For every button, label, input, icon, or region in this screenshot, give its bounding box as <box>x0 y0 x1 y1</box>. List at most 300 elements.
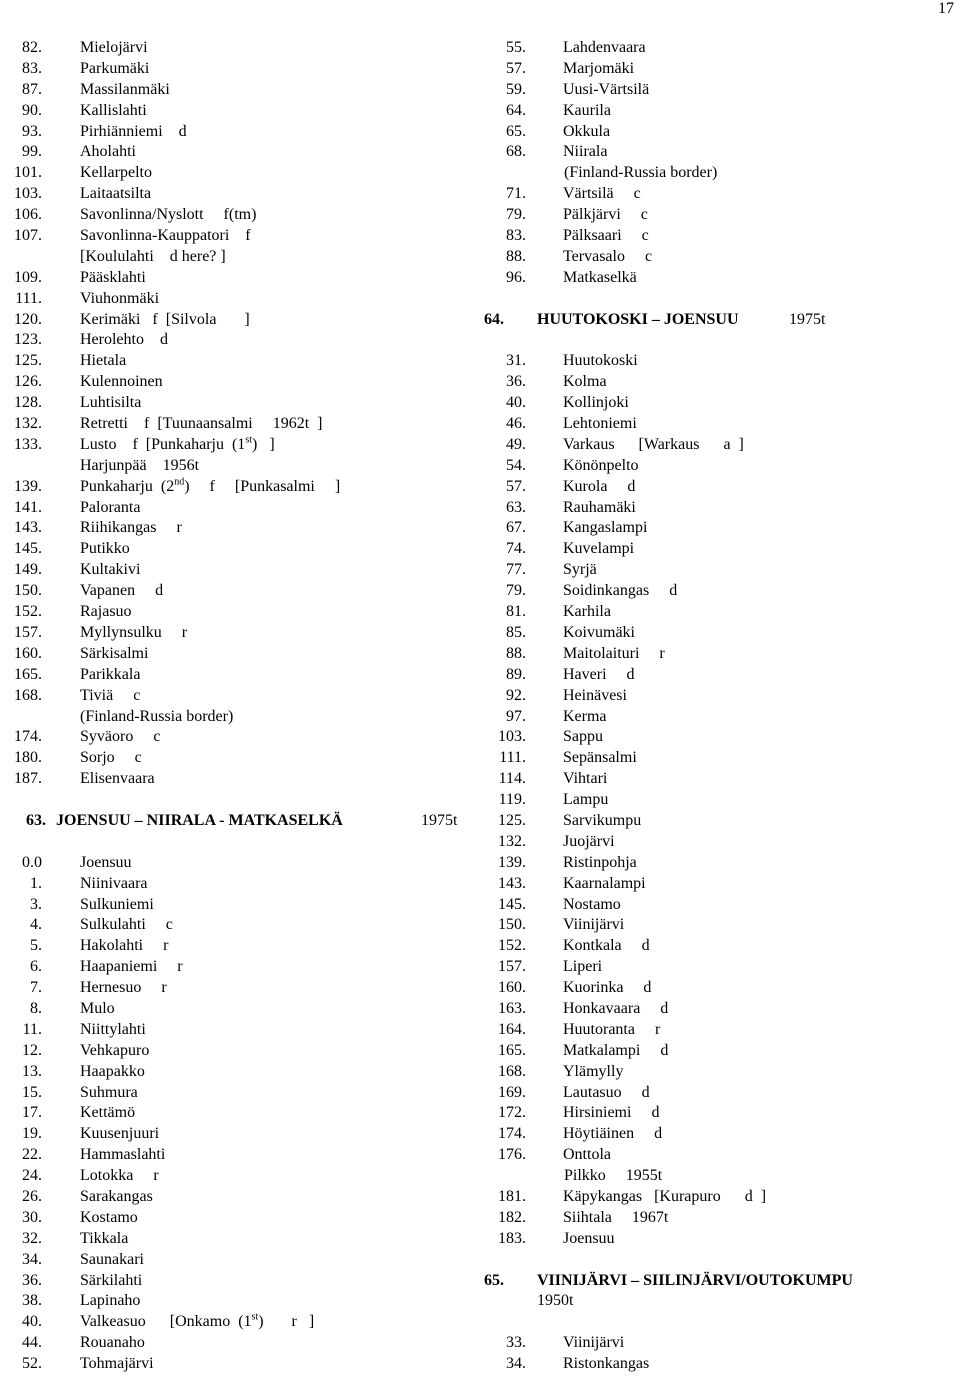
station-km: 92. <box>506 686 526 704</box>
station-name <box>80 477 340 498</box>
station-km: 143. <box>14 519 42 537</box>
station-name <box>563 790 608 811</box>
section-number: 65. <box>484 1271 504 1289</box>
station-note <box>484 163 960 184</box>
station-name <box>80 748 142 769</box>
station-row <box>0 205 470 226</box>
station-row <box>484 853 960 874</box>
station-name <box>80 560 140 581</box>
station-km: 152. <box>498 937 526 955</box>
station-name <box>563 184 641 205</box>
station-name-text: Saunakari <box>80 1250 144 1268</box>
station-km: 111. <box>15 289 42 307</box>
station-name <box>563 268 637 289</box>
station-name <box>563 1041 668 1062</box>
station-row <box>0 1020 470 1041</box>
station-name-text: Pilkko 1955t <box>564 1167 663 1185</box>
station-km: 163. <box>498 999 526 1017</box>
station-name-text: Käpykangas [Kurapuro d ] <box>563 1187 767 1205</box>
station-name-text: Vehkapuro <box>80 1041 150 1059</box>
station-km: 68. <box>506 143 526 161</box>
station-row <box>484 1229 960 1250</box>
station-km: 13. <box>22 1062 42 1080</box>
station-km: 182. <box>498 1208 526 1226</box>
station-name-text: Huutoranta r <box>563 1020 661 1038</box>
station-name <box>563 623 635 644</box>
station-row <box>484 372 960 393</box>
station-row <box>0 727 470 748</box>
station-name <box>563 811 641 832</box>
station-name <box>80 205 256 226</box>
station-name-text: Valkeasuo [Onkamo (1 <box>80 1313 252 1331</box>
station-name-text: Sorjo c <box>80 749 142 767</box>
station-name-text: Hakolahti r <box>80 937 169 955</box>
station-name-text: Kultakivi <box>80 561 141 579</box>
station-km: 141. <box>14 498 42 516</box>
station-km: 46. <box>506 415 526 433</box>
station-row <box>0 623 470 644</box>
station-row <box>484 1020 960 1041</box>
station-name-text: Laitaatsilta <box>80 185 152 203</box>
station-km: 169. <box>498 1083 526 1101</box>
station-name-text: Värtsilä c <box>563 185 641 203</box>
station-km: 11. <box>22 1020 42 1038</box>
station-km: 150. <box>498 916 526 934</box>
station-name <box>80 1020 146 1041</box>
station-row <box>484 393 960 414</box>
station-name-text: Kostamo <box>80 1208 138 1226</box>
station-km: 145. <box>498 895 526 913</box>
station-name <box>563 1103 659 1124</box>
station-row <box>484 1124 960 1145</box>
station-name <box>563 874 646 895</box>
station-km: 77. <box>506 561 526 579</box>
station-row <box>484 1145 960 1166</box>
station-row <box>0 372 470 393</box>
station-name <box>80 623 187 644</box>
station-row <box>484 623 960 644</box>
station-name-text: Massilanmäki <box>80 80 170 98</box>
station-name <box>563 142 607 163</box>
station-name-text: Vihtari <box>563 770 608 788</box>
station-name-text: Hirsiniemi d <box>563 1104 660 1122</box>
station-name <box>563 539 634 560</box>
station-name-text: Onttola <box>563 1146 611 1164</box>
station-name-text: Pälksaari c <box>563 227 649 245</box>
station-km: 15. <box>22 1083 42 1101</box>
station-km: 52. <box>22 1355 42 1373</box>
station-name <box>563 727 603 748</box>
station-name <box>80 1208 138 1229</box>
station-name <box>80 310 250 331</box>
station-name <box>564 163 717 184</box>
station-name <box>80 1312 314 1333</box>
station-row <box>484 1062 960 1083</box>
station-name-text: Heinävesi <box>563 686 627 704</box>
station-row <box>0 748 470 769</box>
station-name <box>563 226 649 247</box>
station-row <box>484 1333 960 1354</box>
station-km: 71. <box>506 185 526 203</box>
station-row <box>0 1312 470 1333</box>
station-row <box>0 1041 470 1062</box>
station-name <box>563 351 638 372</box>
station-name <box>80 1333 145 1354</box>
station-km: 19. <box>22 1125 42 1143</box>
station-name <box>80 393 141 414</box>
station-row <box>0 498 470 519</box>
station-name-text: Lusto f [Punkaharju (1 <box>80 435 246 453</box>
station-name <box>80 1229 128 1250</box>
station-km: 40. <box>506 394 526 412</box>
station-km: 88. <box>506 644 526 662</box>
station-km: 83. <box>22 59 42 77</box>
station-name <box>563 498 636 519</box>
station-km: 149. <box>14 561 42 579</box>
station-name <box>80 1041 149 1062</box>
station-name-text: Kallislahti <box>80 101 147 119</box>
station-name-text: Okkula <box>563 122 611 140</box>
station-name-text: Kaarnalampi <box>563 874 646 892</box>
station-km: 74. <box>506 540 526 558</box>
station-row <box>484 644 960 665</box>
station-name <box>80 727 160 748</box>
station-km: 3. <box>30 895 42 913</box>
station-name <box>563 978 651 999</box>
station-name-text: Kaurila <box>563 101 611 119</box>
station-name <box>80 978 167 999</box>
station-name-text: Hernesuo r <box>80 979 167 997</box>
section-heading <box>0 811 470 832</box>
station-km: 168. <box>498 1062 526 1080</box>
station-km: 88. <box>506 247 526 265</box>
station-name <box>80 895 154 916</box>
station-name <box>80 289 159 310</box>
station-name <box>563 1062 623 1083</box>
station-note <box>0 247 470 268</box>
station-name-text: Haveri d <box>563 665 635 683</box>
section-number: 63. <box>26 811 46 829</box>
station-km: 49. <box>506 435 526 453</box>
station-name <box>80 1250 144 1271</box>
station-row <box>484 560 960 581</box>
station-row <box>0 184 470 205</box>
station-name <box>80 1103 135 1124</box>
station-name <box>563 1083 650 1104</box>
station-row <box>0 769 470 790</box>
station-km: 59. <box>506 80 526 98</box>
station-note <box>484 1166 960 1187</box>
station-name <box>563 80 649 101</box>
station-name-text: Tohmajärvi <box>80 1355 154 1373</box>
station-row <box>0 1271 470 1292</box>
section-heading <box>484 1271 960 1292</box>
station-name <box>563 101 611 122</box>
station-name-text: Kuorinka d <box>563 979 652 997</box>
station-km: 139. <box>498 853 526 871</box>
station-km: 82. <box>22 39 42 56</box>
station-name-text: Höytiäinen d <box>563 1125 663 1143</box>
station-km: 81. <box>506 603 526 621</box>
station-name-text: Matkaselkä <box>563 268 637 286</box>
station-row <box>484 205 960 226</box>
station-row <box>0 226 470 247</box>
station-name-text: Marjomäki <box>563 59 635 77</box>
station-row <box>0 686 470 707</box>
station-name <box>563 435 744 456</box>
station-km: 99. <box>22 143 42 161</box>
station-name <box>563 581 677 602</box>
station-name-text: Lautasuo d <box>563 1083 650 1101</box>
section-heading <box>484 310 960 331</box>
station-km: 187. <box>14 770 42 788</box>
station-name-text: Sappu <box>563 728 603 746</box>
station-name <box>563 1124 662 1145</box>
station-row <box>484 999 960 1020</box>
spacer <box>484 289 960 310</box>
station-km: 114. <box>498 770 526 788</box>
spacer <box>0 832 470 853</box>
station-name-text: Syrjä <box>563 561 597 579</box>
spacer <box>0 790 470 811</box>
station-row <box>0 1250 470 1271</box>
station-row <box>484 477 960 498</box>
station-km: 44. <box>22 1334 42 1352</box>
station-row <box>0 957 470 978</box>
station-row <box>484 1354 960 1375</box>
station-name-text: Särkisalmi <box>80 644 149 662</box>
station-name <box>80 1124 159 1145</box>
station-km: 160. <box>14 644 42 662</box>
station-name-text: Matkalampi d <box>563 1041 669 1059</box>
station-name-text: Hammaslahti <box>80 1146 166 1164</box>
station-km: 90. <box>22 101 42 119</box>
station-row <box>0 330 470 351</box>
station-km: 1. <box>30 874 42 892</box>
station-name-text: Ristonkangas <box>563 1355 650 1373</box>
station-name <box>563 560 597 581</box>
station-row <box>0 393 470 414</box>
station-km: 107. <box>14 227 42 245</box>
station-name-text: Sepänsalmi <box>563 749 637 767</box>
station-name <box>563 644 665 665</box>
spacer <box>484 1250 960 1271</box>
station-km: 7. <box>30 979 42 997</box>
station-row <box>0 853 470 874</box>
station-name-text: Tervasalo c <box>563 247 653 265</box>
station-name-text: Särkilahti <box>80 1271 143 1289</box>
station-row <box>0 310 470 331</box>
station-name-text: Syväoro c <box>80 728 161 746</box>
station-name-text: Nostamo <box>563 895 621 913</box>
station-name <box>80 936 168 957</box>
station-km: 103. <box>498 728 526 746</box>
station-name <box>563 915 624 936</box>
station-row <box>0 1187 470 1208</box>
station-name-text: Sulkulahti c <box>80 916 173 934</box>
station-name-text: Viinijärvi <box>563 916 625 934</box>
station-km: 8. <box>30 999 42 1017</box>
station-name <box>80 38 148 59</box>
station-name <box>80 351 126 372</box>
station-row <box>484 727 960 748</box>
station-name-text: Suhmura <box>80 1083 138 1101</box>
station-row <box>484 769 960 790</box>
station-km: 89. <box>506 665 526 683</box>
station-name-text: Kuusenjuuri <box>80 1125 160 1143</box>
station-km: 164. <box>498 1020 526 1038</box>
station-row <box>0 1333 470 1354</box>
station-name-text: Rauhamäki <box>563 498 636 516</box>
station-name <box>563 999 668 1020</box>
station-row <box>484 268 960 289</box>
station-km: 79. <box>506 206 526 224</box>
station-name <box>80 330 168 351</box>
station-km: 132. <box>14 415 42 433</box>
ordinal-suffix: st <box>245 434 252 446</box>
station-name <box>80 602 132 623</box>
station-name <box>80 853 132 874</box>
station-name <box>80 1083 138 1104</box>
station-name-text: Ristinpohja <box>563 853 637 871</box>
station-row <box>0 518 470 539</box>
station-row <box>484 790 960 811</box>
station-row <box>484 414 960 435</box>
station-name <box>563 936 650 957</box>
station-name-text: Elisenvaara <box>80 770 155 788</box>
station-km: 30. <box>22 1208 42 1226</box>
station-name-text: Savonlinna/Nyslott f(tm) <box>80 206 257 224</box>
station-name-text: Parkumäki <box>80 59 150 77</box>
station-name-text: Koivumäki <box>563 623 635 641</box>
station-row <box>484 686 960 707</box>
station-km: 109. <box>14 268 42 286</box>
station-row <box>484 142 960 163</box>
station-km: 34. <box>22 1250 42 1268</box>
station-name <box>563 456 639 477</box>
station-km: 181. <box>498 1187 526 1205</box>
station-note <box>0 456 470 477</box>
station-km: 183. <box>498 1229 526 1247</box>
page-number: 17 <box>938 0 954 17</box>
station-row <box>0 581 470 602</box>
station-name <box>80 707 233 728</box>
station-name-text: Kettämö <box>80 1104 136 1122</box>
station-name-text: Lahdenvaara <box>563 39 646 56</box>
station-km: 24. <box>22 1167 42 1185</box>
station-name <box>563 38 646 59</box>
spacer <box>484 1312 960 1333</box>
station-name <box>563 957 602 978</box>
station-name-text: Sarakangas <box>80 1187 153 1205</box>
station-row <box>484 101 960 122</box>
ordinal-suffix: st <box>251 1312 259 1323</box>
station-km: 32. <box>22 1229 42 1247</box>
station-row <box>0 978 470 999</box>
station-name-text: Sarvikumpu <box>563 811 642 829</box>
station-name-text: Harjunpää 1956t <box>80 456 200 474</box>
station-name-text: Kangaslampi <box>563 519 648 537</box>
spacer <box>484 330 960 351</box>
station-km: 26. <box>22 1187 42 1205</box>
station-name-text: Paloranta <box>80 498 141 516</box>
station-row <box>0 1291 470 1312</box>
station-row <box>0 142 470 163</box>
station-row <box>484 581 960 602</box>
station-row <box>0 1124 470 1145</box>
station-name <box>563 518 647 539</box>
station-km: 119. <box>498 791 526 809</box>
station-km: 4. <box>30 916 42 934</box>
station-name <box>563 1354 649 1375</box>
station-name-text: Niirala <box>563 143 608 161</box>
station-row <box>0 477 470 498</box>
station-row <box>0 1166 470 1187</box>
station-name <box>80 581 163 602</box>
station-km: 174. <box>498 1125 526 1143</box>
station-name-text: Huutokoski <box>563 352 638 370</box>
station-name-text: Aholahti <box>80 143 136 161</box>
station-km: 150. <box>14 582 42 600</box>
station-name-text: Siihtala 1967t <box>563 1208 669 1226</box>
station-name-text: Maitolaituri r <box>563 644 665 662</box>
station-name <box>80 268 146 289</box>
station-name-text: Hietala <box>80 352 127 370</box>
station-km: 34. <box>506 1355 526 1373</box>
station-name <box>563 1229 615 1250</box>
section-title: VIINIJÄRVI – SIILINJÄRVI/OUTOKUMPU <box>537 1271 853 1289</box>
station-km: 96. <box>506 268 526 286</box>
station-name-text: Mielojärvi <box>80 39 148 56</box>
station-km: 165. <box>14 665 42 683</box>
station-name <box>80 498 140 519</box>
station-name-text: Lampu <box>563 791 609 809</box>
station-row <box>484 707 960 728</box>
station-row <box>0 665 470 686</box>
station-km: 168. <box>14 686 42 704</box>
station-km: 165. <box>498 1041 526 1059</box>
station-row <box>484 498 960 519</box>
station-row <box>484 184 960 205</box>
station-name-text: Pälkjärvi c <box>563 206 648 224</box>
station-name <box>563 769 607 790</box>
station-name-text: Juojärvi <box>563 832 615 850</box>
station-row <box>484 895 960 916</box>
station-name-text: Savonlinna-Kauppatori f <box>80 227 251 245</box>
station-name-text: Viuhonmäki <box>80 289 160 307</box>
station-name-text: Haapakko <box>80 1062 145 1080</box>
station-row <box>0 1229 470 1250</box>
station-km: 40. <box>22 1313 42 1331</box>
station-row <box>0 644 470 665</box>
station-name <box>80 644 148 665</box>
station-km: 157. <box>498 958 526 976</box>
station-name-text: Kontkala d <box>563 937 650 955</box>
section-number: 64. <box>484 310 504 328</box>
station-km: 22. <box>22 1146 42 1164</box>
station-row <box>0 1103 470 1124</box>
station-name <box>563 1208 668 1229</box>
station-row <box>484 602 960 623</box>
station-name-text: Könönpelto <box>563 456 639 474</box>
station-name-text: Tikkala <box>80 1229 129 1247</box>
station-row <box>484 832 960 853</box>
station-name <box>563 1187 766 1208</box>
station-name-text: Putikko <box>80 540 130 558</box>
station-km: 133. <box>14 435 42 453</box>
station-row <box>0 101 470 122</box>
station-note <box>0 707 470 728</box>
